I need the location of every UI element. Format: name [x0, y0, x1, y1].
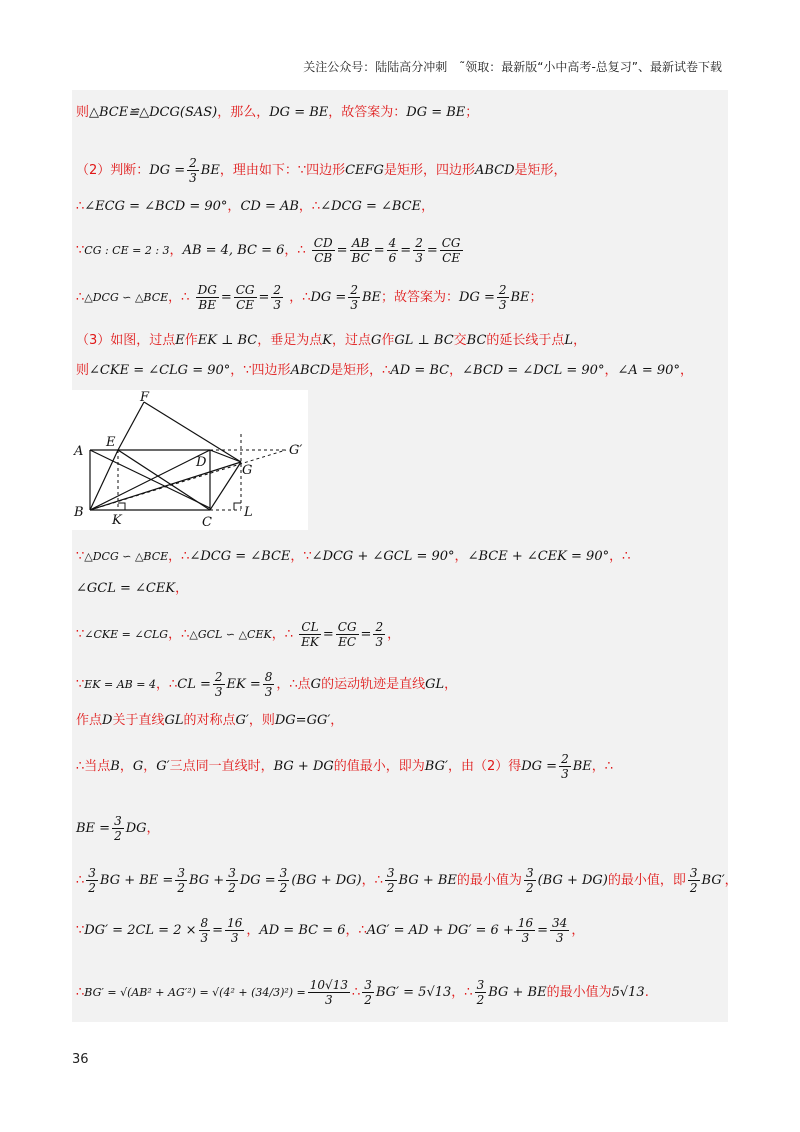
- math-part: 3: [555, 931, 564, 945]
- math-expression: BG + BE: [488, 985, 547, 1000]
- math-expression: DG =: [459, 290, 495, 305]
- math-expression: E: [175, 333, 185, 348]
- math-part: 3: [200, 931, 209, 945]
- math-expression: BG′ = 5√13: [375, 985, 452, 1000]
- explanation-text: ，: [246, 923, 260, 938]
- solution-line-7: [76, 362, 693, 380]
- math-expression: BG′: [424, 759, 448, 774]
- math-expression: ∠A = 90°: [617, 363, 680, 378]
- math-part: CD: [313, 236, 333, 250]
- explanation-text: ；故答案为：: [381, 290, 460, 305]
- solution-line-4: [76, 236, 465, 265]
- math-expression: EK =: [226, 677, 261, 692]
- explanation-text: ，∴: [298, 199, 321, 214]
- math-expression: ABCD: [290, 363, 331, 378]
- fraction: [271, 283, 283, 312]
- fraction: [196, 283, 219, 312]
- math-expression: △DCG ∽ △BCE: [84, 550, 169, 563]
- math-expression: AD = BC: [390, 363, 450, 378]
- explanation-text: ；: [465, 105, 479, 120]
- solution-line-5: [76, 283, 543, 312]
- fraction: [373, 620, 385, 649]
- fraction: [550, 916, 569, 945]
- fraction: [348, 283, 360, 312]
- math-expression: ∠CKE = ∠CLG = 90°: [89, 363, 231, 378]
- geometry-figure: [72, 390, 308, 530]
- math-expression: BC: [466, 333, 487, 348]
- math-part: CE: [442, 251, 461, 265]
- math-part: 3: [279, 866, 288, 880]
- explanation-text: ，垂足为点: [257, 333, 323, 348]
- solution-line-3: [76, 198, 434, 216]
- math-part: 16: [517, 916, 534, 930]
- solution-line-9: [76, 580, 188, 598]
- fraction: [413, 236, 425, 265]
- math-expression: BG′ = √(AB² + AG′²) = √(4² + (34/3)²) =: [84, 986, 306, 999]
- explanation-text: ，由（2）得: [447, 759, 522, 774]
- explanation-text: ∵: [76, 627, 85, 642]
- math-part: 3: [375, 635, 384, 649]
- explanation-text: .: [644, 985, 649, 1000]
- explanation-text: ，∵四边形: [230, 363, 291, 378]
- explanation-text: ，: [604, 363, 618, 378]
- explanation-text: ；: [529, 290, 543, 305]
- math-expression: ∠CKE = ∠CLG: [84, 628, 169, 641]
- explanation-text: ，: [454, 549, 468, 564]
- explanation-text: ，∴: [289, 290, 311, 305]
- explanation-text: ，: [421, 199, 435, 214]
- explanation-text: 关于直线: [112, 713, 165, 728]
- fraction: [524, 866, 536, 895]
- fraction: [226, 866, 238, 895]
- math-expression: BE: [510, 290, 530, 305]
- math-expression: BE: [200, 163, 220, 178]
- explanation-text: ，∴: [361, 873, 383, 888]
- math-part: 3: [689, 866, 698, 880]
- math-part: 2: [689, 881, 698, 895]
- solution-line-8: [76, 548, 630, 566]
- explanation-text: 的延长线于点: [486, 333, 565, 348]
- explanation-text: ，∴: [271, 627, 293, 642]
- fraction: [263, 670, 275, 699]
- fraction: [225, 916, 244, 945]
- explanation-text: ∵: [76, 549, 85, 564]
- math-part: 3: [88, 866, 96, 880]
- fraction: [86, 866, 98, 895]
- explanation-text: ∴: [76, 290, 85, 305]
- math-part: 3: [476, 978, 485, 992]
- math-expression: AB = 4, BC = 6: [182, 243, 285, 258]
- math-part: BC: [351, 251, 370, 265]
- math-part: CL: [299, 620, 321, 635]
- explanation-text: ，: [571, 923, 585, 938]
- math-expression: BG + BE =: [99, 873, 174, 888]
- math-part: 3: [561, 767, 569, 781]
- explanation-text: ，∴: [168, 290, 190, 305]
- math-expression: CEFG: [345, 163, 384, 178]
- math-part: 8: [264, 670, 273, 684]
- explanation-text: 的值最小，即为: [333, 759, 425, 774]
- label-F: F: [140, 390, 150, 405]
- math-expression: EK ⊥ BC: [197, 333, 258, 348]
- math-part: 2: [279, 881, 288, 895]
- math-expression: BG + BE: [398, 873, 457, 888]
- math-part: 2: [364, 993, 372, 1007]
- math-expression: ∠ECG = ∠BCD = 90°: [84, 199, 228, 214]
- fraction: [112, 814, 124, 843]
- explanation-text: ，: [119, 759, 133, 774]
- math-part: 34: [552, 916, 568, 930]
- fraction: [336, 620, 359, 649]
- math-part: 2: [415, 236, 423, 250]
- label-C: C: [202, 515, 212, 530]
- math-part: 3: [521, 931, 530, 945]
- explanation-text: ，: [573, 333, 587, 348]
- math-part: AB: [350, 236, 372, 251]
- math-part: 2: [228, 881, 236, 895]
- math-expression: BG + DG: [273, 759, 334, 774]
- math-expression: CG : CE = 2 : 3: [84, 244, 170, 257]
- math-part: 3: [189, 171, 197, 185]
- solution-line-14: [76, 814, 160, 843]
- explanation-text: ，∴: [451, 985, 473, 1000]
- explanation-text: 交: [453, 333, 467, 348]
- explanation-text: ∵: [76, 677, 85, 692]
- explanation-text: ，∴: [168, 549, 190, 564]
- explanation-text: 作点: [76, 713, 103, 728]
- explanation-text: 则: [76, 105, 90, 120]
- math-expression: ∠GCL = ∠CEK: [76, 581, 176, 596]
- fraction: [199, 916, 211, 945]
- math-part: =: [360, 627, 372, 642]
- math-expression: BG +: [188, 873, 225, 888]
- explanation-text: ，理由如下：∵四边形: [219, 163, 346, 178]
- explanation-text: ，: [679, 363, 693, 378]
- label-A: A: [74, 444, 84, 459]
- math-expression: ∠BCD = ∠DCL = 90°: [462, 363, 605, 378]
- math-expression: BE: [361, 290, 381, 305]
- math-part: 3: [177, 866, 185, 880]
- explanation-text: ∴: [351, 985, 361, 1000]
- math-expression: DG =: [521, 759, 558, 774]
- solution-line-15: [76, 866, 738, 895]
- label-B: B: [74, 505, 84, 520]
- fraction: [312, 236, 335, 265]
- math-part: 2: [273, 283, 282, 297]
- math-expression: △DCG ∽ △BCE: [84, 291, 169, 304]
- explanation-text: 则: [76, 363, 90, 378]
- math-expression: G′: [235, 713, 249, 728]
- explanation-text: 三点同一直线时，: [169, 759, 274, 774]
- math-part: 8: [200, 916, 209, 930]
- solution-line-12: [76, 712, 343, 730]
- fraction: [475, 978, 487, 1007]
- math-part: =: [258, 290, 270, 305]
- math-expression: =: [212, 923, 224, 938]
- math-part: CE: [236, 298, 255, 312]
- math-part: CB: [314, 251, 333, 265]
- label-L: L: [244, 505, 253, 520]
- explanation-text: ，: [724, 873, 738, 888]
- math-expression: GL ⊥ BC: [394, 333, 454, 348]
- math-part: 3: [364, 978, 372, 992]
- math-part: 3: [498, 298, 507, 312]
- math-part: 2: [498, 283, 507, 297]
- explanation-text: ，∴: [609, 549, 631, 564]
- math-part: 3: [415, 251, 423, 265]
- math-expression: ∠DCG = ∠BCE: [189, 549, 291, 564]
- explanation-text: 的运动轨迹是直线: [321, 677, 426, 692]
- math-expression: 5√13: [611, 985, 645, 1000]
- fraction: [362, 978, 374, 1007]
- math-expression: G: [132, 759, 144, 774]
- math-expression: G′: [156, 759, 170, 774]
- explanation-text: ，: [146, 821, 160, 836]
- fraction: [497, 283, 509, 312]
- math-expression: △BCE≌△DCG(SAS): [89, 105, 218, 120]
- fraction: [350, 236, 372, 265]
- math-part: DG: [197, 283, 217, 297]
- math-expression: K: [322, 333, 332, 348]
- math-part: 3: [325, 993, 333, 1007]
- explanation-text: 的最小值，即: [607, 873, 686, 888]
- fraction: [278, 866, 290, 895]
- math-expression: (BG + DG): [291, 873, 362, 888]
- math-part: 2: [561, 752, 569, 766]
- label-G-prime: G′: [289, 443, 303, 458]
- explanation-text: ∵: [76, 243, 85, 258]
- math-part: 2: [214, 670, 223, 684]
- math-part: 3: [228, 866, 236, 880]
- math-expression: L: [564, 333, 574, 348]
- math-part: 16: [227, 916, 243, 930]
- math-expression: ∠BCE + ∠CEK = 90°: [467, 549, 610, 564]
- math-expression: B: [110, 759, 120, 774]
- page-header: 关注公众号：陆陆高分冲刺 ˜领取：最新版“小中高考-总复习”、最新试卷下载: [303, 60, 722, 74]
- fraction: [234, 283, 257, 312]
- solution-line-10: [76, 620, 400, 649]
- math-part: EC: [338, 635, 357, 649]
- math-expression: GL: [425, 677, 445, 692]
- explanation-text: ∴: [76, 873, 85, 888]
- fraction: [516, 916, 535, 945]
- explanation-text: ，: [227, 199, 241, 214]
- explanation-text: ，则: [248, 713, 275, 728]
- math-part: 2: [114, 829, 122, 843]
- fraction: [387, 236, 399, 265]
- explanation-text: ，∴点: [276, 677, 311, 692]
- label-K: K: [112, 513, 122, 528]
- fraction: [187, 156, 199, 185]
- explanation-text: （2）判断：: [76, 163, 150, 178]
- math-part: 2: [386, 881, 395, 895]
- label-G: G: [242, 463, 253, 478]
- math-part: BE: [198, 298, 216, 312]
- explanation-text: ，∴: [168, 627, 190, 642]
- math-expression: D: [102, 713, 113, 728]
- explanation-text: ∴: [76, 199, 85, 214]
- math-part: =: [336, 243, 348, 258]
- explanation-text: ，: [143, 759, 157, 774]
- fraction: [559, 752, 571, 781]
- math-expression: CL =: [177, 677, 211, 692]
- label-D: D: [196, 455, 207, 470]
- explanation-text: 的最小值为: [456, 873, 522, 888]
- math-expression: GL: [164, 713, 184, 728]
- math-expression: (BG + DG): [537, 873, 608, 888]
- math-part: 2: [177, 881, 185, 895]
- math-part: =: [373, 243, 385, 258]
- math-part: =: [400, 243, 412, 258]
- math-part: 4: [388, 236, 397, 250]
- math-part: 3: [230, 931, 239, 945]
- math-part: 3: [525, 866, 534, 880]
- math-part: 3: [114, 814, 122, 828]
- math-part: =: [426, 243, 438, 258]
- fraction: [175, 866, 187, 895]
- math-part: 10√13: [309, 978, 348, 992]
- fraction: [440, 236, 463, 265]
- explanation-text: ，: [330, 713, 344, 728]
- math-expression: DG′ = 2CL = 2 ×: [84, 923, 197, 938]
- math-part: 2: [350, 283, 358, 297]
- math-expression: △GCL ∽ △CEK: [189, 628, 272, 641]
- explanation-text: ∴: [76, 985, 85, 1000]
- explanation-text: ，: [449, 363, 463, 378]
- explanation-text: ，: [387, 627, 401, 642]
- math-expression: BE: [572, 759, 592, 774]
- math-part: 2: [476, 993, 485, 1007]
- math-part: 6: [388, 251, 397, 265]
- math-expression: DG =: [149, 163, 186, 178]
- math-expression: BG′: [701, 873, 725, 888]
- fraction: [299, 620, 321, 649]
- explanation-text: 是矩形，: [514, 163, 567, 178]
- explanation-text: ，∴: [155, 677, 178, 692]
- math-part: 3: [350, 298, 358, 312]
- math-expression: AD = BC = 6: [259, 923, 346, 938]
- solution-line-13: [76, 752, 613, 781]
- explanation-text: ，∴: [345, 923, 367, 938]
- math-expression: ∠DCG = ∠BCE: [320, 199, 422, 214]
- fraction: [688, 866, 700, 895]
- solution-line-1: [76, 104, 478, 122]
- math-expression: DG =: [239, 873, 276, 888]
- math-part: 2: [375, 620, 384, 634]
- explanation-text: 作: [184, 333, 198, 348]
- explanation-text: ，∴: [591, 759, 614, 774]
- math-part: 2: [525, 881, 534, 895]
- math-expression: G: [370, 333, 382, 348]
- math-expression: DG = BE: [406, 105, 466, 120]
- math-part: =: [220, 290, 232, 305]
- solution-line-16: [76, 916, 584, 945]
- explanation-text: ，过点: [331, 333, 371, 348]
- math-part: CG: [441, 236, 461, 250]
- explanation-text: ∴当点: [76, 759, 111, 774]
- math-expression: CD = AB: [240, 199, 299, 214]
- math-expression: DG: [125, 821, 147, 836]
- fraction: [385, 866, 397, 895]
- explanation-text: 作: [381, 333, 395, 348]
- math-expression: BE =: [76, 821, 111, 836]
- explanation-text: ∵: [76, 923, 85, 938]
- explanation-text: ，: [169, 243, 183, 258]
- solution-line-11: [76, 670, 457, 699]
- math-expression: G: [310, 677, 322, 692]
- math-expression: =: [537, 923, 549, 938]
- math-part: 3: [264, 685, 273, 699]
- explanation-text: 的对称点: [183, 713, 236, 728]
- math-part: 2: [189, 156, 197, 170]
- page-number: 36: [72, 1052, 89, 1067]
- math-part: =: [322, 627, 334, 642]
- explanation-text: ，∴: [284, 243, 306, 258]
- math-part: 3: [386, 866, 395, 880]
- math-part: CG: [235, 283, 255, 297]
- math-expression: AG′ = AD + DG′ = 6 +: [366, 923, 514, 938]
- fraction: [213, 670, 225, 699]
- math-expression: EK = AB = 4: [84, 678, 156, 691]
- math-expression: DG =: [310, 290, 347, 305]
- math-expression: DG=GG′: [274, 713, 331, 728]
- explanation-text: 是矩形，∴: [330, 363, 391, 378]
- explanation-text: ，故答案为：: [328, 105, 407, 120]
- explanation-text: ，那么，: [217, 105, 270, 120]
- explanation-text: 是矩形，四边形: [383, 163, 475, 178]
- explanation-text: ，: [444, 677, 458, 692]
- solution-line-2: [76, 156, 567, 185]
- math-part: 3: [214, 685, 223, 699]
- explanation-text: ，: [175, 581, 189, 596]
- math-part: EK: [301, 635, 319, 649]
- math-expression: ∠DCG + ∠GCL = 90°: [311, 549, 455, 564]
- explanation-text: ，∵: [290, 549, 312, 564]
- fraction: [308, 978, 350, 1007]
- math-expression: DG = BE: [269, 105, 329, 120]
- math-part: CG: [337, 620, 357, 634]
- math-part: 2: [88, 881, 96, 895]
- math-expression: ABCD: [474, 163, 515, 178]
- label-E: E: [106, 435, 116, 450]
- solution-line-17: [76, 978, 649, 1007]
- solution-line-6: [76, 332, 586, 350]
- explanation-text: （3）如图，过点: [76, 333, 176, 348]
- math-part: 3: [273, 298, 282, 312]
- explanation-text: 的最小值为: [546, 985, 612, 1000]
